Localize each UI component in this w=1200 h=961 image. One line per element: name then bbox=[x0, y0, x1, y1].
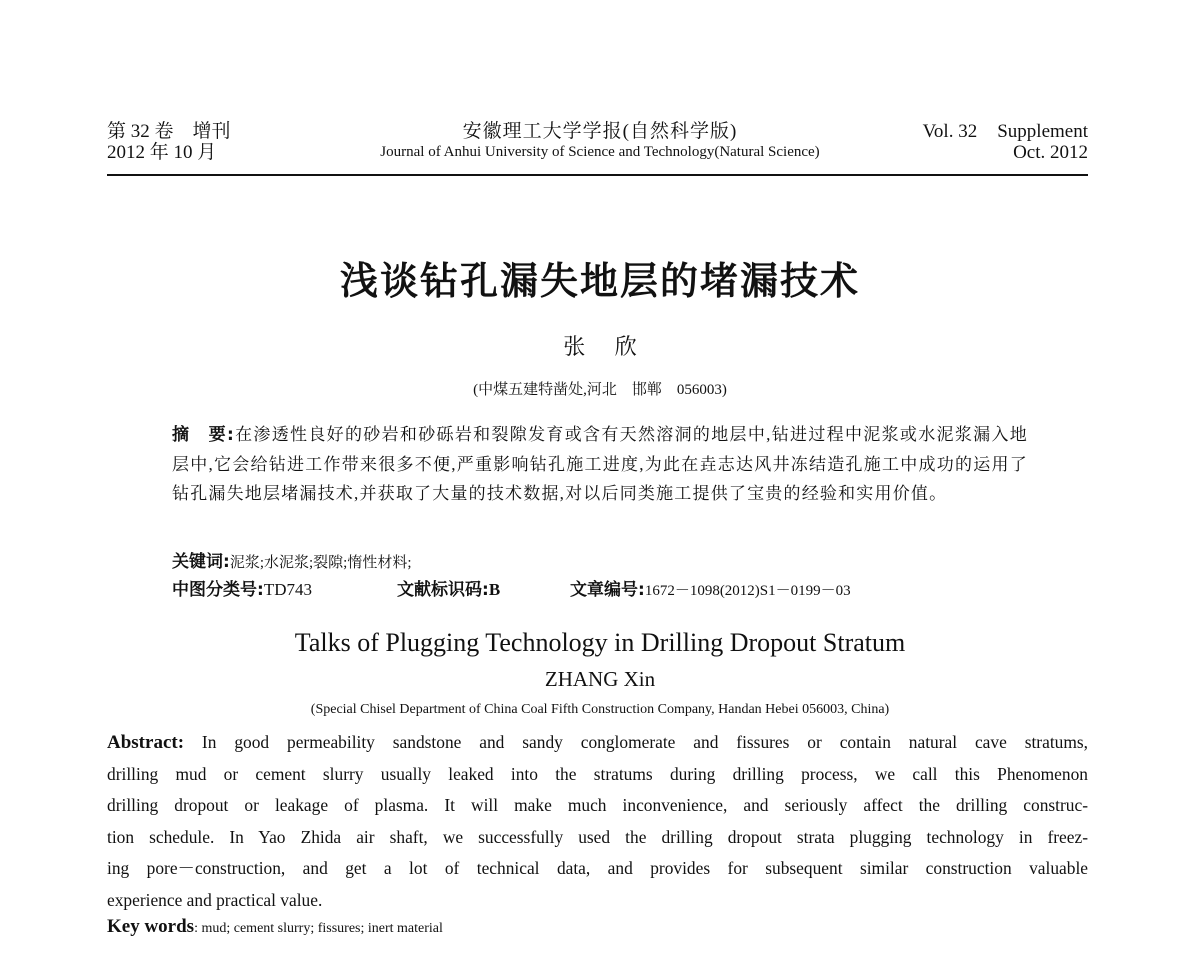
doc-code-label: 文献标识码: bbox=[397, 580, 489, 600]
article-no-label: 文章编号: bbox=[570, 580, 645, 600]
affiliation-en: (Special Chisel Department of China Coal Fifth Construction Company, Handan Hebei 056003, China) bbox=[310, 702, 890, 717]
date-en: Oct. 2012 bbox=[1013, 142, 1088, 163]
journal-name-en: Journal of Anhui University of Science and Technology(Natural Science) bbox=[380, 144, 820, 160]
doc-code-value: B bbox=[488, 580, 501, 599]
issue-en: Supplement bbox=[997, 121, 1088, 142]
article-number bbox=[570, 578, 851, 603]
journal-name-cn: 安徽理工大学学报(自然科学版) bbox=[462, 121, 738, 142]
abstract-line: Abstract: In good permeability sandstone and sandy conglomerate and fissures or contain natural cave stratums, bbox=[107, 732, 1088, 753]
running-header-left bbox=[107, 121, 231, 163]
volume-en: Vol. 32 bbox=[922, 121, 978, 142]
author-cn: 张 欣 bbox=[563, 334, 637, 359]
date-cn: 2012 年 10 月 bbox=[107, 142, 217, 163]
abstract-label-cn: 摘 要: bbox=[172, 425, 235, 445]
abstract-en bbox=[107, 727, 1088, 916]
affiliation-cn: (中煤五建特凿处,河北 邯郸 056003) bbox=[473, 382, 727, 398]
abstract-text-cn: 在渗透性良好的砂岩和砂砾岩和裂隙发育或含有天然溶洞的地层中,钻进过程中泥浆或水泥浆漏入地层中,它会给钻进工作带来很多不便,严重影响钻孔施工进度,为此在垚志达风井冻结造孔施工中成功的运用了钻孔漏失地层堵漏技术,并获取了大量的技术数据,对以后同类施工提供了宝贵的经验和实用价值。 bbox=[172, 425, 1028, 503]
keywords-cn bbox=[172, 550, 411, 575]
clc-label: 中图分类号: bbox=[172, 580, 264, 600]
keywords-label-cn: 关键词: bbox=[172, 552, 230, 572]
abstract-line: ing pore－construction, and get a lot of technical data, and provides for subsequent similar construction valuable bbox=[107, 858, 1088, 878]
keywords-en bbox=[107, 916, 443, 938]
abstract-cn bbox=[172, 420, 1028, 508]
running-header-right bbox=[923, 121, 1088, 163]
document-code bbox=[397, 578, 500, 603]
abstract-line: experience and practical value. bbox=[107, 889, 323, 910]
volume-issue-en bbox=[923, 121, 1088, 142]
keywords-value-en: : mud; cement slurry; fissures; inert material bbox=[194, 921, 443, 936]
clc-value: TD743 bbox=[263, 580, 312, 599]
article-title-cn: 浅谈钻孔漏失地层的堵漏技术 bbox=[339, 259, 860, 303]
abstract-line: drilling mud or cement slurry usually leaked into the stratums during drilling process, we call this Phenomenon bbox=[107, 763, 1088, 784]
author-en: ZHANG Xin bbox=[544, 667, 656, 691]
keywords-value-cn: 泥浆;水泥浆;裂隙;惰性材料; bbox=[229, 555, 412, 571]
abstract-line: drilling dropout or leakage of plasma. It will make much inconvenience, and seriously affect the drilling construc- bbox=[107, 795, 1088, 815]
running-header-journal bbox=[300, 121, 900, 163]
article-title-en: Talks of Plugging Technology in Drilling Dropout Stratum bbox=[294, 628, 906, 657]
clc-number bbox=[172, 578, 312, 603]
keywords-label-en: Key words bbox=[107, 916, 195, 937]
volume-cn: 第 32 卷 增刊 bbox=[107, 121, 231, 142]
abstract-label-en: Abstract: bbox=[107, 732, 185, 753]
header-rule bbox=[107, 174, 1088, 176]
article-no-value: 1672－1098(2012)S1－0199－03 bbox=[644, 583, 851, 599]
metadata-cn bbox=[172, 550, 851, 600]
abstract-line: tion schedule. In Yao Zhida air shaft, we successfully used the drilling dropout strata plugging technology in freez- bbox=[107, 826, 1088, 847]
